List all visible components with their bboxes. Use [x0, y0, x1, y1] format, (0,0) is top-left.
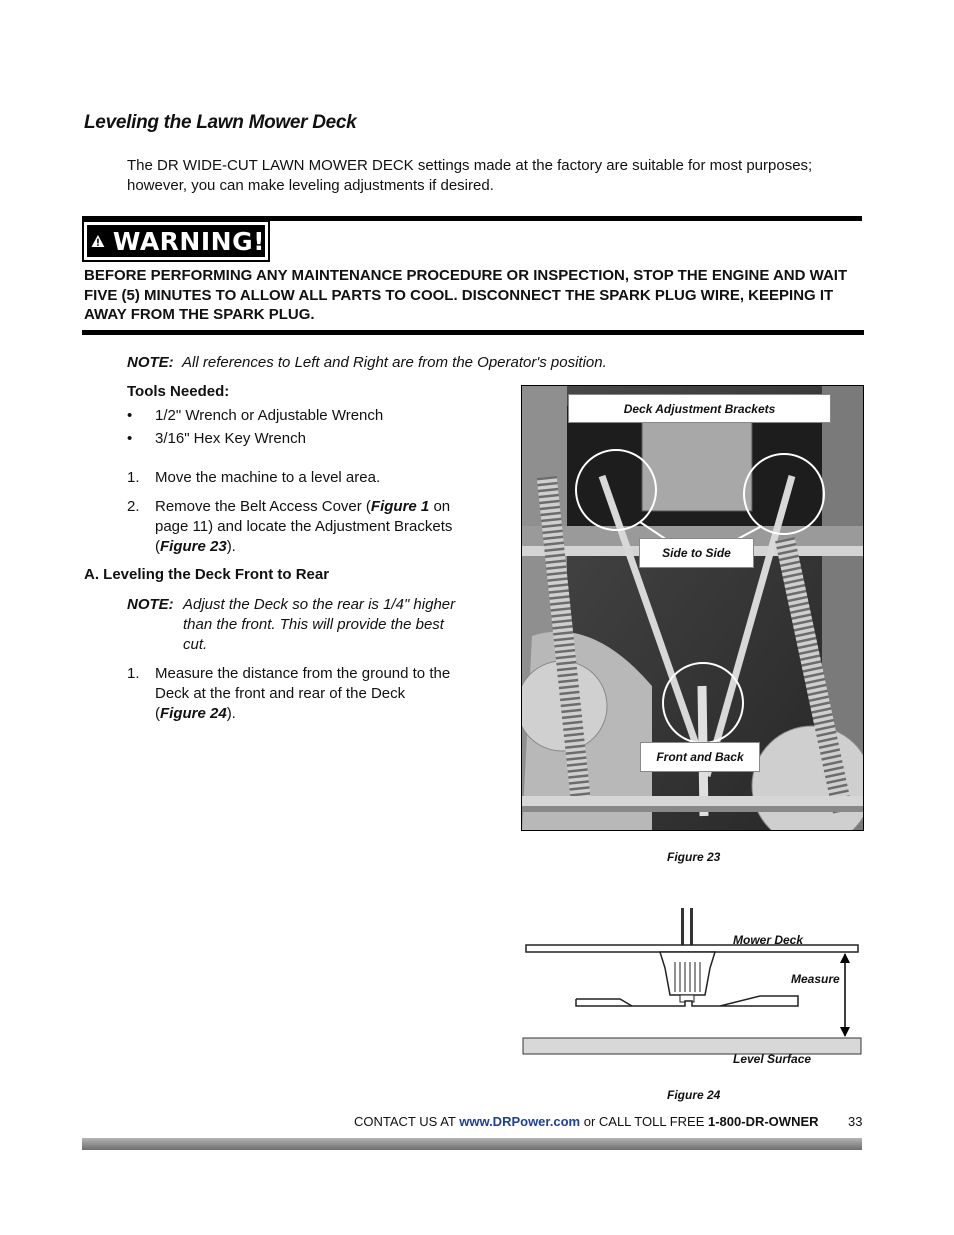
figure-24-reference: Figure 24: [160, 705, 227, 722]
note-text: All references to Left and Right are from the Operator's position.: [182, 354, 607, 371]
figure-23-photo: [521, 385, 864, 831]
tool-list-item: • 1/2" Wrench or Adjustable Wrench: [127, 407, 384, 424]
footer-rule: [82, 1138, 862, 1150]
note-label: NOTE:: [127, 354, 174, 371]
tools-needed-title: Tools Needed:: [127, 383, 230, 400]
footer-contact: CONTACT US AT www.DRPower.com or CALL TOLL FREE 1-800-DR-OWNER: [354, 1114, 819, 1129]
figure-24-caption: Figure 24: [667, 1088, 721, 1102]
figure-1-reference: Figure 1: [370, 498, 430, 515]
step-1: 1. Move the machine to a level area.: [127, 469, 381, 486]
warning-badge: [82, 220, 270, 262]
section-title: Leveling the Lawn Mower Deck: [84, 112, 357, 133]
phone-number: 1-800-DR-OWNER: [708, 1114, 819, 1129]
warning-triangle-icon: [91, 226, 105, 256]
label-side-to-side: Side to Side: [639, 538, 754, 568]
bullet-icon: •: [127, 430, 133, 447]
label-front-and-back: Front and Back: [640, 742, 760, 772]
warning-label: WARNING!: [112, 226, 265, 256]
warning-text: BEFORE PERFORMING ANY MAINTENANCE PROCEDURE OR INSPECTION, STOP THE ENGINE AND WAIT FIVE (5) MINUTES TO ALLOW ALL PARTS TO COOL. DISCONNECT THE SPARK PLUG WIRE, KEEPING IT AWAY FROM THE SPARK PLUG.: [84, 267, 848, 323]
intro-paragraph: The DR WIDE-CUT LAWN MOWER DECK settings made at the factory are suitable for most purposes; however, you can make leveling adjustments if desired.: [127, 157, 813, 194]
tool-list-item: • 3/16" Hex Key Wrench: [127, 430, 306, 447]
label-level-surface: Level Surface: [733, 1052, 812, 1066]
step-2: 2. Remove the Belt Access Cover (Figure 1 on page 11) and locate the Adjustment Brackets (Figure 23).: [127, 498, 453, 555]
subsection-a-title: A. Leveling the Deck Front to Rear: [84, 566, 330, 583]
operator-note: [127, 354, 607, 371]
figure-23-caption: Figure 23: [667, 850, 721, 864]
warning-bottom-rule: [82, 330, 864, 335]
label-deck-adjustment-brackets: Deck Adjustment Brackets: [568, 394, 831, 423]
website-link[interactable]: www.DRPower.com: [459, 1114, 581, 1129]
subsection-a-step-1: 1. Measure the distance from the ground to the Deck at the front and rear of the Deck (Figure 24).: [127, 665, 451, 722]
page-number: 33: [848, 1114, 863, 1129]
label-mower-deck: Mower Deck: [733, 933, 804, 947]
figure-23-reference: Figure 23: [160, 538, 227, 555]
label-measure: Measure: [791, 972, 840, 986]
bullet-icon: •: [127, 407, 133, 424]
leveling-note: NOTE: Adjust the Deck so the rear is 1/4" higher than the front. This will provide the best cut.: [127, 596, 456, 653]
